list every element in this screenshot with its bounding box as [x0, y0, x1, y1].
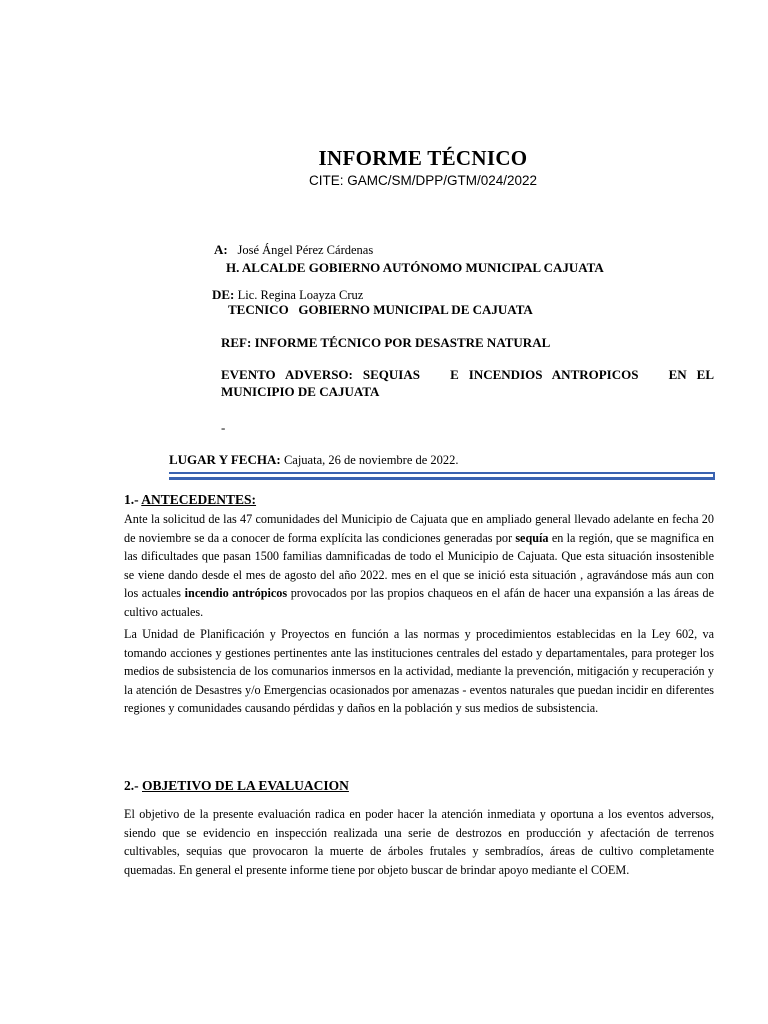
section2-heading: [124, 778, 349, 794]
recipient-position: H. ALCALDE GOBIERNO AUTÓNOMO MUNICIPAL CAJUATA: [226, 260, 604, 275]
section1-p1-part-b: sequía: [515, 530, 549, 545]
section1-heading: [124, 492, 256, 508]
recipient-name: José Ángel Pérez Cárdenas: [237, 243, 374, 257]
divider-top: [169, 472, 715, 474]
section1-paragraph1: [124, 510, 714, 621]
divider-end: [713, 472, 715, 480]
dash-mark: -: [221, 420, 226, 435]
section1-paragraph2: La Unidad de Planificación y Proyectos en función a las normas y procedimientos establecidas en la Ley 602, va tomando acciones y gestiones pertinentes ante las instituciones centrales del estado y departamentales, para proteger los medios de subsistencia de los comunarios inmersos en la actividad, mediante la prevención, mitigación y recuperación y la atención de Desastres y/o Emergencias ocasionados por amenazas - eventos naturales que puedan incidir en diferentes regiones y comunidades causando pérdidas y daños en la población y sus medios de subsistencia.: [124, 627, 714, 715]
recipient-label: A:: [214, 242, 228, 257]
section1-p1-part-d: incendio antrópicos: [184, 586, 288, 600]
section1-number: 1.-: [124, 492, 139, 507]
sender-label: DE:: [212, 287, 235, 302]
section2-title: OBJETIVO DE LA EVALUACION: [142, 778, 349, 793]
section1-p1-part-e: provocados por las propios chaqueos en el afán de hacer una expansión a las áreas de cultivo actuales.: [124, 586, 714, 619]
place-date-label: LUGAR Y FECHA:: [169, 452, 281, 467]
sender-name: Lic. Regina Loayza Cruz: [237, 288, 364, 302]
place-date-value: Cajuata, 26 de noviembre de 2022.: [283, 453, 459, 467]
reference-line: REF: INFORME TÉCNICO POR DESASTRE NATURAL: [221, 335, 551, 350]
section2-number: 2.-: [124, 778, 139, 793]
sender-line: [212, 287, 363, 303]
section2-paragraph1: El objetivo de la presente evaluación radica en poder hacer la atención inmediata y oportuna a los eventos adversos, siendo que se evidencio en inspección realizada una serie de destrozos en producción y afectación de terrenos cultivables, sequias que provocaron la muerte de árboles frutales y sembradíos, áreas de cultivo completamente quemadas. En general el presente informe tiene por objeto buscar de brindar apoyo mediante el COEM.: [124, 807, 714, 877]
section1-p1-part-a: Ante la solicitud de las 47 comunidades del Municipio de Cajuata que en ampliado general llevado adelante en fecha 20 de noviembre se da a conocer de forma explícita las condiciones generadas por: [124, 512, 714, 545]
sender-position: TECNICO GOBIERNO MUNICIPAL DE CAJUATA: [228, 302, 533, 317]
adverse-event-line: EVENTO ADVERSO: SEQUIAS E INCENDIOS ANTROPICOS EN EL MUNICIPIO DE CAJUATA: [221, 367, 718, 399]
section1-p1-part-c: en la región, que se magnifica en las dificultades que pasan 1500 familias damnificadas de todo el Municipio de Cajuata. Que esta situación insostenible se viene dando desde el mes de agosto del año 2022. mes en el que se inició esta situación , agravándose más aun con los actuales: [124, 530, 715, 600]
place-date-line: [169, 452, 459, 468]
recipient-line: [214, 242, 373, 258]
divider-bottom: [169, 477, 715, 480]
document-cite: CITE: GAMC/SM/DPP/GTM/024/2022: [308, 173, 538, 188]
document-title: INFORME TÉCNICO: [318, 146, 528, 170]
section1-title: ANTECEDENTES:: [141, 492, 257, 507]
